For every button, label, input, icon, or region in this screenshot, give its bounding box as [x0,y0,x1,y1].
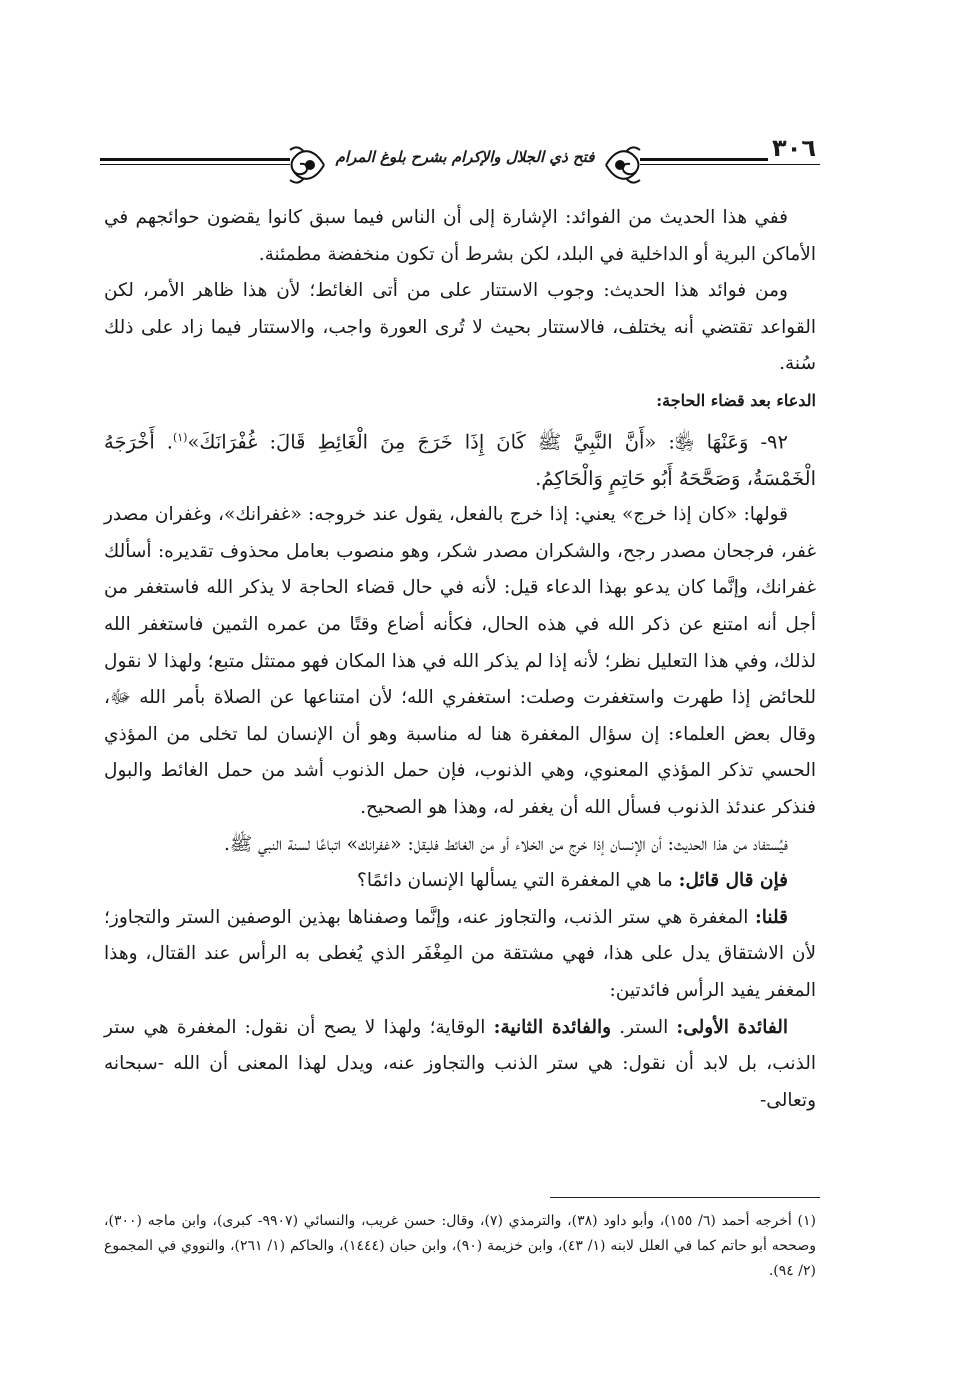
footnote-item: (١) أخرجه أحمد (٦/ ١٥٥)، وأبو داود (٣٨)، والترمذي (٧)، وقال: حسن غريب، والنسائي (٩٩٠٧- كبرى)، وابن ماجه (٣٠٠)، وصححه أبو حاتم كما في العلل لابنه (١/ ٤٣)، وابن خزيمة (٩٠)، وابن حبان (١٤٤٤)، والحاكم (١/ ٢٦١)، والنووي في المجموع (٢/ ٩٤). [104,1213,816,1279]
answer-lead: قلنا: [754,906,788,928]
benefit-two-lead: والفائدة الثانية: [493,1016,612,1038]
floral-ornament-icon [284,140,330,190]
running-title: فتح ذي الجلال والإكرام بشرح بلوغ المرام [335,148,595,166]
footnote-separator [550,1197,820,1198]
footnotes [104,1209,816,1284]
hadith-takhrij: . أَخْرَجَهُ الْخَمْسَةُ، وَصَحَّحَهُ أَبُو حَاتِمٍ وَالْحَاكِمُ. [104,430,816,490]
benefit-one-text: الستر. [611,1016,677,1038]
paragraph: ومن فوائد هذا الحديث: وجوب الاستتار على من أتى الغائط؛ لأن هذا ظاهر الأمر، لكن القواعد تقتضي أنه يختلف، فالاستتار بحيث لا تُرى العورة واجب، والاستتار فيما زاد على ذلك سُنة. [104,280,816,375]
paragraph [104,900,816,1010]
page-body [104,200,816,1119]
question-lead: فإن قال قائل: [678,870,788,892]
paragraph [104,863,816,900]
question-text: ما هي المغفرة التي يسألها الإنسان دائمًا؟ [357,870,679,892]
paragraph [104,1010,816,1120]
paragraph: قولها: «كان إذا خرج» يعني: إذا خرج بالفعل، يقول عند خروجه: «غفرانك»، وغفران مصدر غفر، فرجحان مصدر رجح، والشكران مصدر شكر، وهو منصوب بعامل محذوف تقديره: أسألك غفرانك، وإنَّما كان يدعو بهذا الدعاء قيل: لأنه في حال قضاء الحاجة لا يذكر الله فاستغفر من أجل أنه امتنع عن ذكر الله في هذه الحال، فكأنه أضاع وقتًا من عمره الثمين فاستغفر الله لذلك، وفي هذا التعليل نظر؛ لأنه إذا لم يذكر الله في هذا المكان فهو ممتثل متبع؛ ولهذا لا نقول للحائض إذا طهرت واستغفرت وصلت: استغفري الله؛ لأن امتناعها عن الصلاة بأمر الله ﷻ، وقال بعض العلماء: إن سؤال المغفرة هنا له مناسبة وهو أن الإنسان لما تخلى من المؤذي الحسي تذكر المؤذي المعنوي، وهي الذنوب، فإن حمل الذنوب أشد من حمل الغائط والبول فنذكر عندئذ الذنوب فسأل الله أن يغفر له، وهذا هو الصحيح. [104,504,816,818]
benefit-two-text: الوقاية؛ ولهذا لا يصح أن نقول: المغفرة هي ستر الذنب، بل لابد أن نقول: هي ستر الذنب والتجاوز عنه، ويدل لهذا المعنى أن الله -سبحانه وتعالى- [104,1016,816,1111]
footnote-marker[interactable]: (١) [172,430,188,444]
paragraph: فيُستفاد من هذا الحديث: أن الإنسان إذا خرج من الخلاء أو من الغائط فليقل: «غفرانك» اتباعًا لسنة النبي ﷺ. [223,833,788,855]
answer-text: المغفرة هي ستر الذنب، والتجاوز عنه، وإنَّما وصفناها بهذين الوصفين الستر والتجاوز؛ لأن الاشتقاق يدل على هذا، فهي مشتقة من المِغْفَر الذي يُغطى به الرأس عند القتال، وهذا المغفر يفيد الرأس فائدتين: [104,906,816,1001]
floral-ornament-icon [600,140,646,190]
page-number: ٣٠٦ [768,134,820,162]
running-header [100,128,820,190]
section-heading: الدعاء بعد قضاء الحاجة: [656,390,816,410]
hadith-text [104,420,816,498]
header-title-cartouche [290,140,640,180]
paragraph: ففي هذا الحديث من الفوائد: الإشارة إلى أن الناس فيما سبق كانوا يقضون حوائجهم في الأماكن البرية أو الداخلية في البلد، لكن بشرط أن تكون منخفضة مطمئنة. [104,207,816,265]
benefit-one-lead: الفائدة الأولى: [676,1016,788,1038]
hadith-matn: ٩٢- وَعَنْهَا ﵂: «أَنَّ النَّبِيَّ ﷺ كَانَ إِذَا خَرَجَ مِنَ الْغَائِطِ قَالَ: غُفْرَانَكَ» [187,430,788,454]
